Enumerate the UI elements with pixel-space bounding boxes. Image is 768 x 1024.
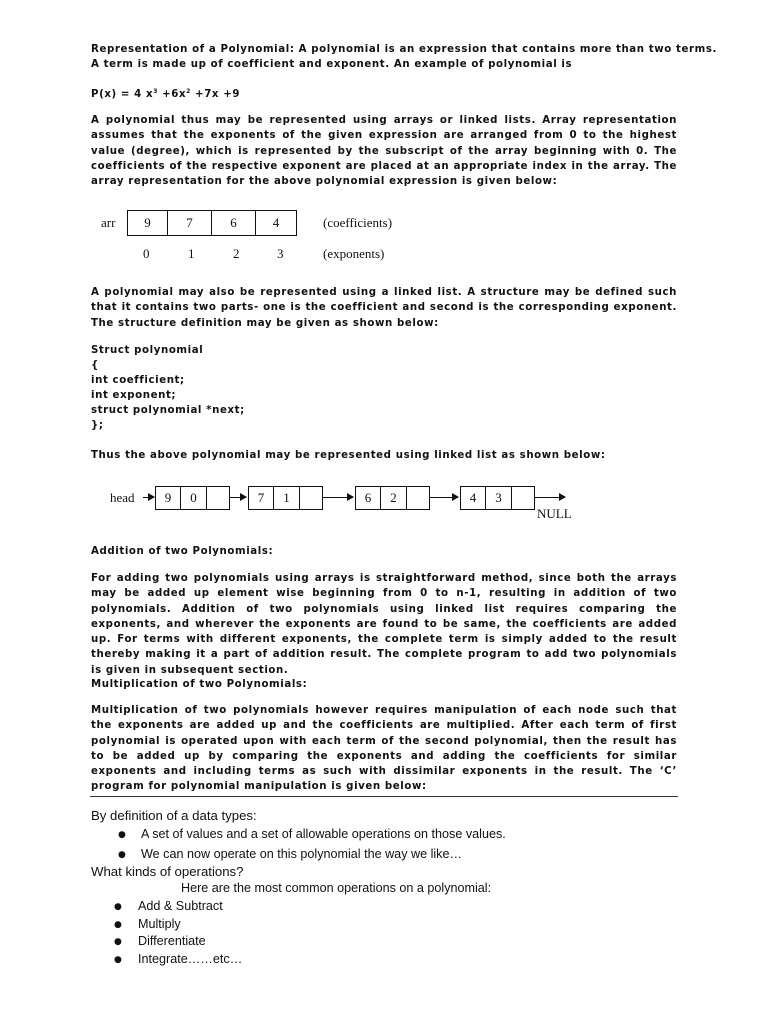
node-coefficient: 9 [155,486,181,510]
intro-line-2: A term is made up of coefficient and exponent. An example of polynomial is [91,59,573,70]
head-label: head [110,490,135,505]
code-line: Struct polynomial [91,345,204,356]
node-coefficient: 7 [248,486,274,510]
node-exponent: 1 [273,486,300,510]
operations-subheading: Here are the most common operations on a polynomial: [181,881,492,895]
list-item: Add & Subtract [138,899,223,913]
node-next-pointer [299,486,323,510]
array-cell: 4 [255,210,297,236]
array-index: 3 [277,246,284,261]
array-index: 1 [188,246,195,261]
operations-heading: What kinds of operations? [91,864,244,879]
arrow-icon [230,497,246,498]
node-next-pointer [206,486,230,510]
arrow-icon [143,497,154,498]
node-coefficient: 6 [355,486,381,510]
linked-list-intro: Thus the above polynomial may be represented using linked list as shown below: [91,450,606,461]
arrow-icon [430,497,458,498]
node-next-pointer [406,486,430,510]
coefficients-label: (coefficients) [323,215,393,230]
node-exponent: 3 [485,486,512,510]
code-line: int coefficient; [91,375,185,386]
node-coefficient: 4 [460,486,486,510]
multiplication-paragraph: Multiplication of two polynomials however requires manipulation of each node such that the exponents are added up and the coefficients are multiplied. After each term of first polynomial is operated upon with each term of the second polynomial, then the result has to be added up by comparing the exponents and adding the coefficients for similar exponents and including terms as such with dissimilar exponents in the result. The ‘C’ program for polynomial manipulation is given below: [91,705,677,793]
addition-heading: Addition of two Polynomials: [91,546,274,557]
code-line: struct polynomial *next; [91,405,245,416]
bullet-icon: ● [114,902,122,912]
array-name-label: arr [101,215,116,230]
bullet-icon: ● [114,937,122,947]
node-exponent: 2 [380,486,407,510]
exponents-label: (exponents) [323,246,385,261]
node-next-pointer [511,486,535,510]
intro-line-1: Representation of a Polynomial: A polynomial is an expression that contains more than two terms. [91,44,717,55]
polynomial-formula: P(x) = 4 $x^3 +6x^2 +7x +9$ [91,88,241,100]
horizontal-rule [90,796,678,797]
null-label: NULL [537,506,572,521]
list-item: We can now operate on this polynomial the way we like… [141,847,463,861]
linked-list-paragraph: A polynomial may also be represented using a linked list. A structure may be defined such that it contains two parts- one is the coefficient and second is the corresponding exponent. The structure definition may be given as shown below: [91,287,677,329]
list-item: A set of values and a set of allowable operations on those values. [141,827,506,841]
array-index: 2 [233,246,240,261]
code-line: { [91,360,99,371]
node-exponent: 0 [180,486,207,510]
bullet-icon: ● [114,955,122,965]
list-item: Multiply [138,917,181,931]
bullet-icon: ● [118,830,126,840]
bullet-icon: ● [118,850,126,860]
bullet-icon: ● [114,920,122,930]
datatype-heading: By definition of a data types: [91,808,257,823]
array-cell: 9 [127,210,168,236]
arrow-icon [535,497,565,498]
multiplication-heading: Multiplication of two Polynomials: [91,679,308,690]
code-line: int exponent; [91,390,177,401]
list-item: Differentiate [138,934,206,948]
array-index: 0 [143,246,150,261]
array-representation-paragraph: A polynomial thus may be represented using arrays or linked lists. Array representation assumes that the exponents of the given expression are arranged from 0 to the highest value (degree), which is represented by the subscript of the array beginning with 0. The coefficients of the respective exponent are placed at an appropriate index in the array. The array representation for the above polynomial expression is given below: [91,115,677,188]
list-item: Integrate……etc… [138,952,243,966]
array-cell: 7 [167,210,212,236]
array-cell: 6 [211,210,256,236]
arrow-icon [323,497,353,498]
addition-paragraph: For adding two polynomials using arrays is straightforward method, since both the arrays may be added up element wise beginning from 0 to n-1, resulting in addition of two polynomials. Addition of two polynomials using linked list requires comparing the exponents, and wherever the exponents are found to be same, the coefficients are added up. For terms with different exponents, the complete term is simply added to the result thereby making it a part of addition result. The complete program to add two polynomials is given in subsequent section. [91,573,677,676]
code-line: }; [91,420,104,431]
